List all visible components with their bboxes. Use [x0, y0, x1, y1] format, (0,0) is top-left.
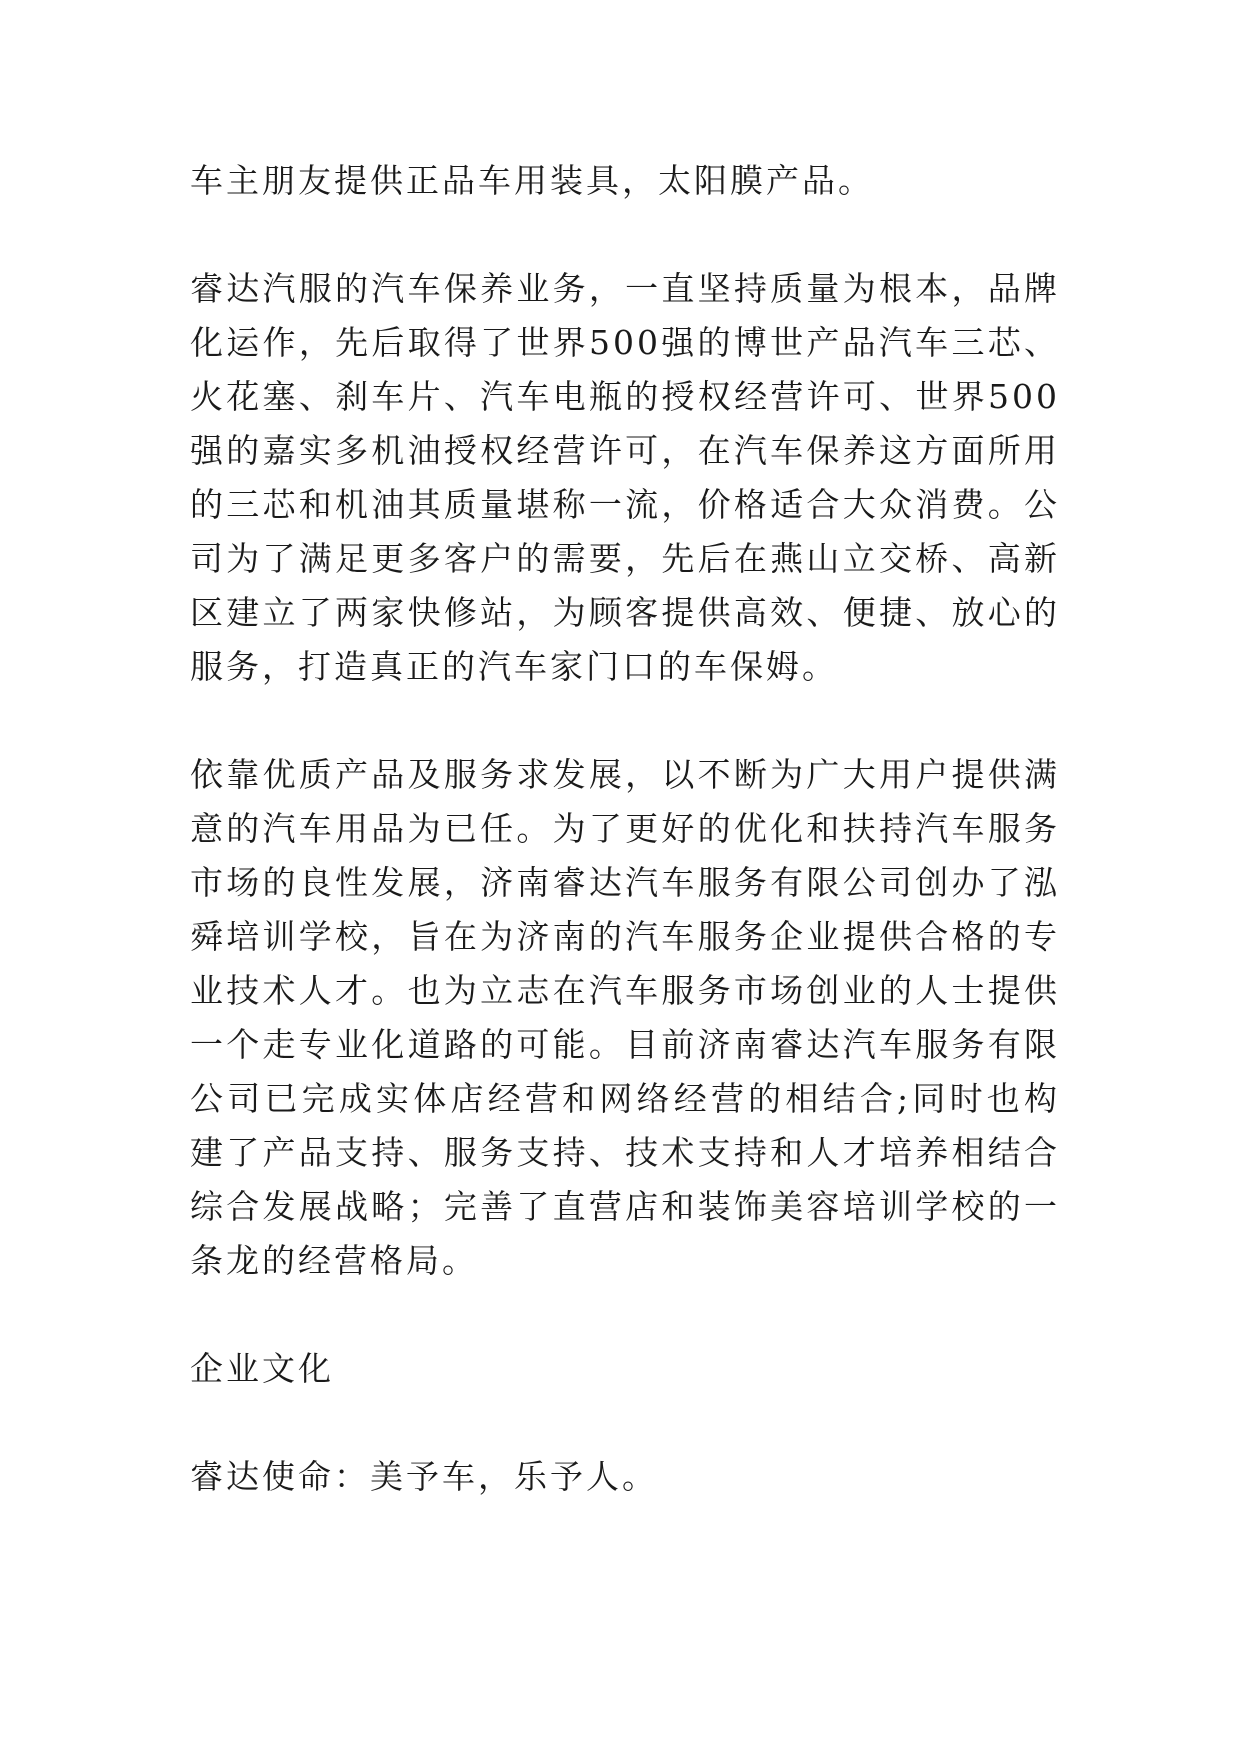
paragraph-development: 依靠优质产品及服务求发展，以不断为广大用户提供满意的汽车用品为已任。为了更好的优化和扶持汽车服务市场的良性发展，济南睿达汽车服务有限公司创办了泓舜培训学校，旨在为济南的汽车服务企业提供合格的专业技术人才。也为立志在汽车服务市场创业的人士提供一个走专业化道路的可能。目前济南睿达汽车服务有限公司已完成实体店经营和网络经营的相结合;同时也构建了产品支持、服务支持、技术支持和人才培养相结合综合发展战略；完善了直营店和装饰美容培训学校的一条龙的经营格局。 — [190, 755, 1060, 1280]
section-heading-culture: 企业文化 — [190, 1349, 334, 1388]
paragraph-intro-tail: 车主朋友提供正品车用装具，太阳膜产品。 — [190, 161, 874, 200]
document-body — [190, 154, 1060, 1558]
paragraph-mission: 睿达使命：美予车，乐予人。 — [190, 1457, 658, 1496]
paragraph-maintenance-business: 睿达汽服的汽车保养业务，一直坚持质量为根本，品牌化运作，先后取得了世界500强的博世产品汽车三芯、火花塞、刹车片、汽车电瓶的授权经营许可、世界500强的嘉实多机油授权经营许可，在汽车保养这方面所用的三芯和机油其质量堪称一流，价格适合大众消费。公司为了满足更多客户的需要，先后在燕山立交桥、高新区建立了两家快修站，为顾客提供高效、便捷、放心的服务，打造真正的汽车家门口的车保姆。 — [190, 269, 1060, 686]
